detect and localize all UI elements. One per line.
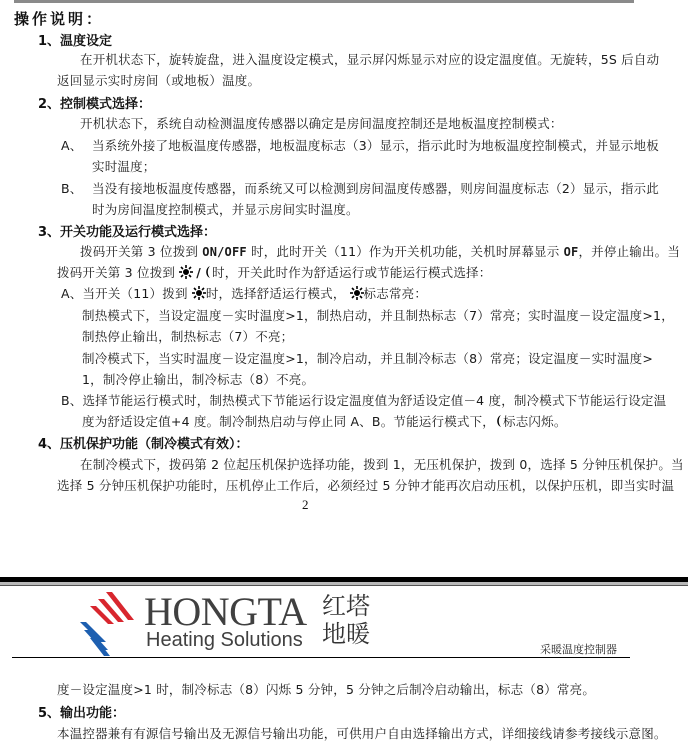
header-rule <box>12 657 630 658</box>
section-3-item-a <box>61 284 427 303</box>
logo-subtitle: Heating Solutions <box>146 629 303 651</box>
moon-icon <box>204 265 212 282</box>
section-3-item-b-cont <box>82 412 567 431</box>
section-1-line: 返回显示实时房间（或地板）温度。 <box>57 73 261 88</box>
sun-icon <box>179 265 193 282</box>
slash: / <box>196 265 202 280</box>
list-item-line: 当没有接地板温度传感器，而系统又可以检测到房间温度传感器，则房间温度标志（2）显示，指示此 <box>92 181 659 196</box>
list-item-line: 时为房间温度控制模式，并显示房间实时温度。 <box>92 202 359 217</box>
section-2-heading: 2、控制模式选择： <box>38 97 152 112</box>
heat-mode-line: 制热模式下，当设定温度－实时温度>1，制热启动，并且制热标志（7）常亮；实时温度－设定温度>1， <box>82 308 674 323</box>
text: 标志常亮： <box>363 286 428 301</box>
page-top-border <box>14 0 634 3</box>
text: 时，选择舒适运行模式， <box>205 286 346 301</box>
heat-mode-line: 制热停止输出，制热标志（7）不亮； <box>82 329 294 344</box>
logo-cn-bottom: 地暖 <box>322 620 370 648</box>
of-label: OF <box>563 245 579 259</box>
section-3-line-2 <box>57 263 491 282</box>
page-divider-line <box>0 585 688 586</box>
section-1-line: 在开机状态下，旋转旋盘，进入温度设定模式，显示屏闪烁显示对应的设定温度值。无旋转，5S 后自动 <box>80 52 660 67</box>
sun-icon <box>350 286 364 303</box>
section-5-text: 本温控器兼有有源信号输出及无源信号输出功能，可供用户自由选择输出方式，详细接线请参考接线示意图。 <box>57 726 667 741</box>
cool-mode-line: 制冷模式下，当实时温度－设定温度>1，制冷启动，并且制冷标志（8）常亮；设定温度－实时温度> <box>82 351 654 366</box>
section-4-line: 选择 5 分钟压机保护功能时，压机停止工作后，必须经过 5 分钟才能再次启动压机，以保护压机，即当实时温 <box>57 478 675 493</box>
text: 时，此时开关（11）作为开关机功能，关机时屏幕显示 <box>246 244 564 259</box>
onoff-label: ON/OFF <box>202 245 247 259</box>
cool-mode-line: 1，制冷停止输出，制冷标志（8）不亮。 <box>82 372 315 387</box>
list-item-line: 实时温度； <box>92 159 156 174</box>
section-3-item-b: B、选择节能运行模式时，制热模式下节能运行设定温度值为舒适设定值－4 度，制冷模式下节能运行设定温 <box>61 393 667 408</box>
list-item-line: 当系统外接了地板温度传感器，地板温度标志（3）显示，指示此时为地板温度控制模式，并显示地板 <box>92 138 659 153</box>
text: A、当开关（11）拨到 <box>61 286 192 301</box>
section-2-intro: 开机状态下，系统自动检测温度传感器以确定是房间温度控制还是地板温度控制模式： <box>80 116 563 131</box>
list-marker: B、 <box>61 181 83 196</box>
section-3-heading: 3、开关功能及运行模式选择： <box>38 225 217 240</box>
moon-icon <box>495 414 503 431</box>
text: 拨码开关第 3 位拨到 <box>57 265 180 280</box>
hongta-logo <box>78 588 388 658</box>
logo-text: HONGTA <box>144 589 307 634</box>
section-4-continuation: 度－设定温度>1 时，制冷标志（8）闪烁 5 分钟，5 分钟之后制冷启动输出，标志（8）常亮。 <box>57 682 596 697</box>
product-name: 采暖温度控制器 <box>540 643 617 656</box>
section-4-heading: 4、压机保护功能（制冷模式有效）： <box>38 437 249 452</box>
section-1-heading: 1、温度设定 <box>38 34 113 49</box>
text: ，并停止输出。当 <box>578 244 681 259</box>
text: 标志闪烁。 <box>503 414 567 429</box>
section-3-line-1 <box>80 242 680 260</box>
sun-icon <box>192 286 206 303</box>
text: 度为舒适设定值+4 度。制冷制热启动与停止同 A、B。节能运行模式下， <box>82 414 496 429</box>
text: 时，开关此时作为舒适运行或节能运行模式选择： <box>212 265 492 280</box>
section-5-heading: 5、输出功能： <box>38 706 126 721</box>
page-title: 操作说明： <box>14 10 105 28</box>
logo-cn-top: 红塔 <box>322 592 370 620</box>
text: 拨码开关第 3 位拨到 <box>80 244 203 259</box>
logo-stripes-icon <box>78 590 142 656</box>
page-number: 2 <box>302 497 309 512</box>
list-marker: A、 <box>61 138 83 153</box>
section-4-line: 在制冷模式下，拨码第 2 位起压机保护选择功能，拨到 1，无压机保护，拨到 0，选择 5 分钟压机保护。当 <box>80 457 684 472</box>
